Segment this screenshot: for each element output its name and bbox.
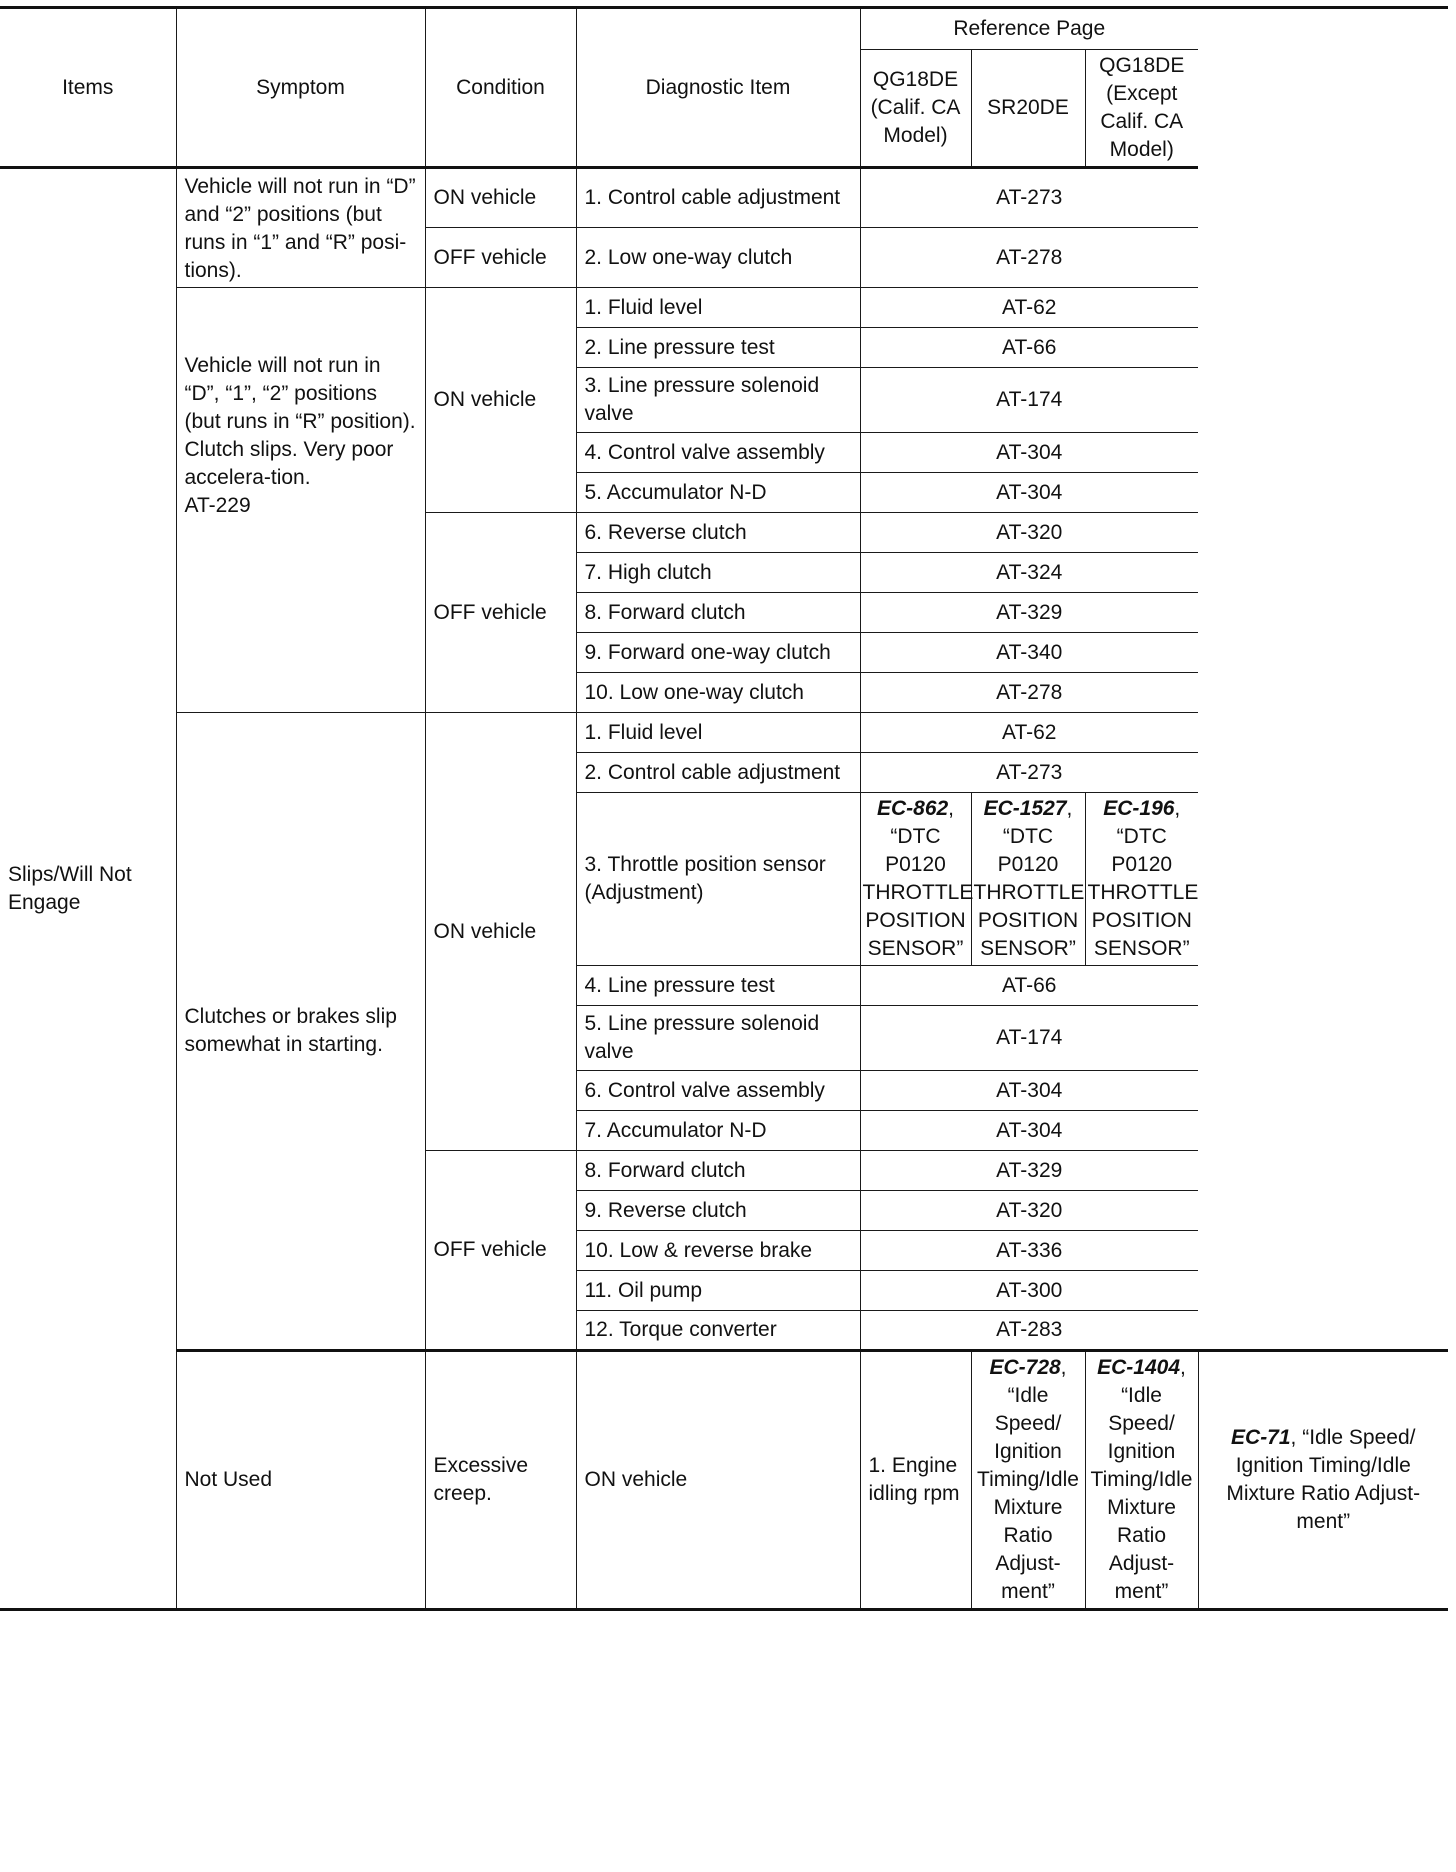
diagnostic-item: 5. Accumulator N-D [576,473,860,513]
diagnostic-item: 5. Line pressure solenoid valve [576,1006,860,1071]
reference-page: AT-336 [860,1231,1198,1271]
header-qg18de-calif: QG18DE (Calif. CA Model) [860,50,971,168]
reference-page: AT-62 [860,288,1198,328]
reference-page: AT-174 [860,1006,1198,1071]
reference-page: AT-62 [860,713,1198,753]
diagnostic-item: 12. Torque converter [576,1311,860,1351]
group-not-used: Not Used [176,1351,425,1610]
condition-off-vehicle: OFF vehicle [425,228,576,288]
condition-off-vehicle: OFF vehicle [425,513,576,713]
diagnostic-item: 4. Control valve assembly [576,433,860,473]
ref-title: “Idle Speed/ Ignition Timing/Idle Mixture Ratio Adjust-ment” [1226,1426,1421,1533]
symptom-1: Vehicle will not run in “D” and “2” positions (but runs in “1” and “R” posi-tions). [176,168,425,288]
diagnostic-item: 8. Forward clutch [576,1151,860,1191]
reference-page: AT-304 [860,473,1198,513]
reference-page: AT-329 [860,1151,1198,1191]
diagnostic-item: 1. Control cable adjustment [576,168,860,228]
reference-page: AT-320 [860,513,1198,553]
reference-page: AT-273 [860,168,1198,228]
diagnostic-item: 1. Engine idling rpm [860,1351,971,1610]
ref-code: EC-71 [1231,1426,1291,1449]
diagnostic-item: 10. Low one-way clutch [576,673,860,713]
ref-code: EC-1527 [983,797,1067,820]
reference-page: AT-174 [860,368,1198,433]
reference-page: AT-324 [860,553,1198,593]
reference-page: AT-304 [860,1071,1198,1111]
condition-on-vehicle: ON vehicle [425,288,576,513]
ref-title: “DTC P0120 THROTTLE POSITION SENSOR” [1087,825,1199,960]
reference-qg18de-calif: EC-862, “DTC P0120 THROTTLE POSITION SENSOR” [860,793,971,966]
ref-code: EC-196 [1103,797,1175,820]
header-diagnostic-item: Diagnostic Item [576,8,860,168]
diagnostic-item: 10. Low & reverse brake [576,1231,860,1271]
symptom-2-text: Vehicle will not run in “D”, “1”, “2” positions (but runs in “R” position). Clutch slips. Very poor accelera-tion. [184,354,416,489]
reference-qg18de-except: EC-196, “DTC P0120 THROTTLE POSITION SENSOR” [1085,793,1198,966]
diagnosis-table [0,6,1448,1611]
diagnostic-item: 9. Forward one-way clutch [576,633,860,673]
header-qg18de-except: QG18DE (Except Calif. CA Model) [1085,50,1198,168]
diagnostic-item: 7. High clutch [576,553,860,593]
reference-page: AT-278 [860,228,1198,288]
diagnostic-item: 2. Low one-way clutch [576,228,860,288]
diagnostic-item: 9. Reverse clutch [576,1191,860,1231]
diagnostic-item: 4. Line pressure test [576,966,860,1006]
ref-title: “DTC P0120 THROTTLE POSITION SENSOR” [862,825,974,960]
reference-qg18de-except: EC-71, “Idle Speed/ Ignition Timing/Idle Mixture Ratio Adjust-ment” [1198,1351,1448,1610]
symptom-4: Excessive creep. [425,1351,576,1610]
diagnostic-item: 1. Fluid level [576,713,860,753]
diagnostic-item: 2. Line pressure test [576,328,860,368]
reference-sr20de: EC-1527, “DTC P0120 THROTTLE POSITION SENSOR” [971,793,1085,966]
reference-page: AT-320 [860,1191,1198,1231]
ref-code: EC-862 [876,797,949,820]
header-condition: Condition [425,8,576,168]
condition-on-vehicle: ON vehicle [425,168,576,228]
header-sr20de: SR20DE [971,50,1085,168]
diagnostic-item: 8. Forward clutch [576,593,860,633]
header-symptom: Symptom [176,8,425,168]
condition-on-vehicle: ON vehicle [576,1351,860,1610]
symptom-2 [176,288,425,713]
diagnostic-item: 2. Control cable adjustment [576,753,860,793]
header-items: Items [0,8,176,168]
diagnostic-item: 3. Line pressure solenoid valve [576,368,860,433]
diagnostic-item: 3. Throttle position sensor (Adjustment) [576,793,860,966]
diagnostic-item: 11. Oil pump [576,1271,860,1311]
condition-off-vehicle: OFF vehicle [425,1151,576,1351]
reference-sr20de: EC-1404, “Idle Speed/ Ignition Timing/Idle Mixture Ratio Adjust-ment” [1085,1351,1198,1610]
reference-page: AT-304 [860,433,1198,473]
reference-qg18de-calif: EC-728, “Idle Speed/ Ignition Timing/Idle Mixture Ratio Adjust-ment” [971,1351,1085,1610]
diagnostic-item: 6. Control valve assembly [576,1071,860,1111]
diagnostic-item: 6. Reverse clutch [576,513,860,553]
reference-page: AT-300 [860,1271,1198,1311]
header-reference-page: Reference Page [860,8,1198,50]
ref-title: “Idle Speed/ Ignition Timing/Idle Mixture Ratio Adjust-ment” [977,1384,1079,1603]
reference-page: AT-283 [860,1311,1198,1351]
symptom-2-ref: AT-229 [184,494,251,517]
reference-page: AT-66 [860,328,1198,368]
ref-code: EC-728 [989,1356,1061,1379]
reference-page: AT-66 [860,966,1198,1006]
diagnostic-item: 7. Accumulator N-D [576,1111,860,1151]
reference-page: AT-278 [860,673,1198,713]
symptom-3: Clutches or brakes slip somewhat in starting. [176,713,425,1351]
condition-on-vehicle: ON vehicle [425,713,576,1151]
group-slips-will-not-engage: Slips/Will Not Engage [0,168,176,1610]
reference-page: AT-273 [860,753,1198,793]
reference-page: AT-340 [860,633,1198,673]
ref-title: “DTC P0120 THROTTLE POSITION SENSOR” [973,825,1085,960]
diagnostic-item: 1. Fluid level [576,288,860,328]
ref-code: EC-1404 [1097,1356,1181,1379]
reference-page: AT-304 [860,1111,1198,1151]
ref-title: “Idle Speed/ Ignition Timing/Idle Mixture Ratio Adjust-ment” [1090,1384,1193,1603]
reference-page: AT-329 [860,593,1198,633]
